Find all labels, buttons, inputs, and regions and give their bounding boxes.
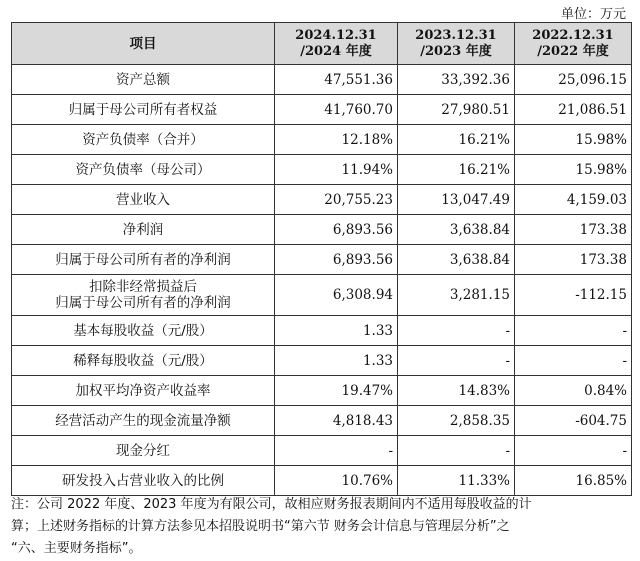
header-2024-year: /2024 年度 bbox=[300, 43, 372, 59]
table-row bbox=[12, 466, 632, 496]
value-2022: 173.38 bbox=[515, 215, 632, 245]
value-2023: 3,281.15 bbox=[398, 275, 515, 316]
row-label: 资产负债率（母公司） bbox=[12, 155, 275, 185]
value-2022: 15.98% bbox=[515, 155, 632, 185]
table-row bbox=[12, 245, 632, 275]
value-2022: - bbox=[515, 316, 632, 346]
footnote bbox=[11, 494, 633, 560]
value-2024: 12.18% bbox=[275, 125, 398, 155]
table-row bbox=[12, 436, 632, 466]
value-2023: - bbox=[398, 316, 515, 346]
value-2024: 6,308.94 bbox=[275, 275, 398, 316]
header-2023 bbox=[398, 23, 515, 65]
value-2022: 173.38 bbox=[515, 245, 632, 275]
value-2023: 11.33% bbox=[398, 466, 515, 496]
value-2024: 1.33 bbox=[275, 316, 398, 346]
table-row bbox=[12, 65, 632, 95]
row-label: 基本每股收益（元/股） bbox=[12, 316, 275, 346]
value-2024: 10.76% bbox=[275, 466, 398, 496]
table-row bbox=[12, 376, 632, 406]
value-2024: 1.33 bbox=[275, 346, 398, 376]
table-row bbox=[12, 316, 632, 346]
row-label-line: 扣除非经常损益后 bbox=[89, 279, 197, 295]
value-2023: 2,858.35 bbox=[398, 406, 515, 436]
header-row bbox=[12, 23, 632, 65]
value-2023: 3,638.84 bbox=[398, 245, 515, 275]
value-2023: 3,638.84 bbox=[398, 215, 515, 245]
value-2022: 16.85% bbox=[515, 466, 632, 496]
value-2022: - bbox=[515, 346, 632, 376]
value-2022: - bbox=[515, 436, 632, 466]
row-label: 现金分红 bbox=[12, 436, 275, 466]
table-row bbox=[12, 215, 632, 245]
value-2023: 33,392.36 bbox=[398, 65, 515, 95]
table-header bbox=[12, 23, 632, 65]
row-label: 经营活动产生的现金流量净额 bbox=[12, 406, 275, 436]
footnote-line: “六、主要财务指标”。 bbox=[11, 541, 142, 556]
value-2022: -604.75 bbox=[515, 406, 632, 436]
row-label: 资产总额 bbox=[12, 65, 275, 95]
value-2024: 20,755.23 bbox=[275, 185, 398, 215]
row-label-line: 归属于母公司所有者的净利润 bbox=[55, 295, 231, 311]
value-2024: 6,893.56 bbox=[275, 215, 398, 245]
header-2022-year: /2022 年度 bbox=[537, 43, 609, 59]
value-2024: - bbox=[275, 436, 398, 466]
financial-indicators-table bbox=[11, 22, 632, 496]
value-2022: 15.98% bbox=[515, 125, 632, 155]
value-2023: 13,047.49 bbox=[398, 185, 515, 215]
value-2024: 11.94% bbox=[275, 155, 398, 185]
value-2022: 0.84% bbox=[515, 376, 632, 406]
value-2023: - bbox=[398, 346, 515, 376]
value-2022: 4,159.03 bbox=[515, 185, 632, 215]
value-2024: 19.47% bbox=[275, 376, 398, 406]
value-2023: 14.83% bbox=[398, 376, 515, 406]
header-2022-date: 2022.12.31 bbox=[532, 27, 614, 43]
table-row bbox=[12, 346, 632, 376]
table-row bbox=[12, 275, 632, 316]
table-body bbox=[12, 65, 632, 496]
value-2024: 47,551.36 bbox=[275, 65, 398, 95]
row-label: 净利润 bbox=[12, 215, 275, 245]
footnote-line: 注：公司 2022 年度、2023 年度为有限公司，故相应财务报表期间内不适用每股收益的计 bbox=[11, 497, 532, 512]
row-label: 归属于母公司所有者权益 bbox=[12, 95, 275, 125]
row-label: 归属于母公司所有者的净利润 bbox=[12, 245, 275, 275]
header-2023-year: /2023 年度 bbox=[420, 43, 492, 59]
table-row bbox=[12, 95, 632, 125]
row-label: 加权平均净资产收益率 bbox=[12, 376, 275, 406]
unit-label: 单位：万元 bbox=[560, 7, 626, 22]
value-2023: 16.21% bbox=[398, 155, 515, 185]
row-label: 营业收入 bbox=[12, 185, 275, 215]
value-2022: 21,086.51 bbox=[515, 95, 632, 125]
row-label: 资产负债率（合并） bbox=[12, 125, 275, 155]
value-2022: -112.15 bbox=[515, 275, 632, 316]
value-2023: - bbox=[398, 436, 515, 466]
value-2024: 41,760.70 bbox=[275, 95, 398, 125]
header-2022 bbox=[515, 23, 632, 65]
row-label: 稀释每股收益（元/股） bbox=[12, 346, 275, 376]
table-row bbox=[12, 155, 632, 185]
table-row bbox=[12, 125, 632, 155]
header-2024 bbox=[275, 23, 398, 65]
footnote-line: 算；上述财务指标的计算方法参见本招股说明书“第六节 财务会计信息与管理层分析”之 bbox=[11, 519, 510, 534]
value-2024: 6,893.56 bbox=[275, 245, 398, 275]
value-2024: 4,818.43 bbox=[275, 406, 398, 436]
table-row bbox=[12, 406, 632, 436]
row-label: 研发投入占营业收入的比例 bbox=[12, 466, 275, 496]
header-2023-date: 2023.12.31 bbox=[415, 27, 497, 43]
row-label bbox=[12, 275, 275, 316]
header-2024-date: 2024.12.31 bbox=[295, 27, 377, 43]
header-item: 项目 bbox=[12, 23, 275, 65]
table-row bbox=[12, 185, 632, 215]
value-2023: 27,980.51 bbox=[398, 95, 515, 125]
value-2023: 16.21% bbox=[398, 125, 515, 155]
value-2022: 25,096.15 bbox=[515, 65, 632, 95]
